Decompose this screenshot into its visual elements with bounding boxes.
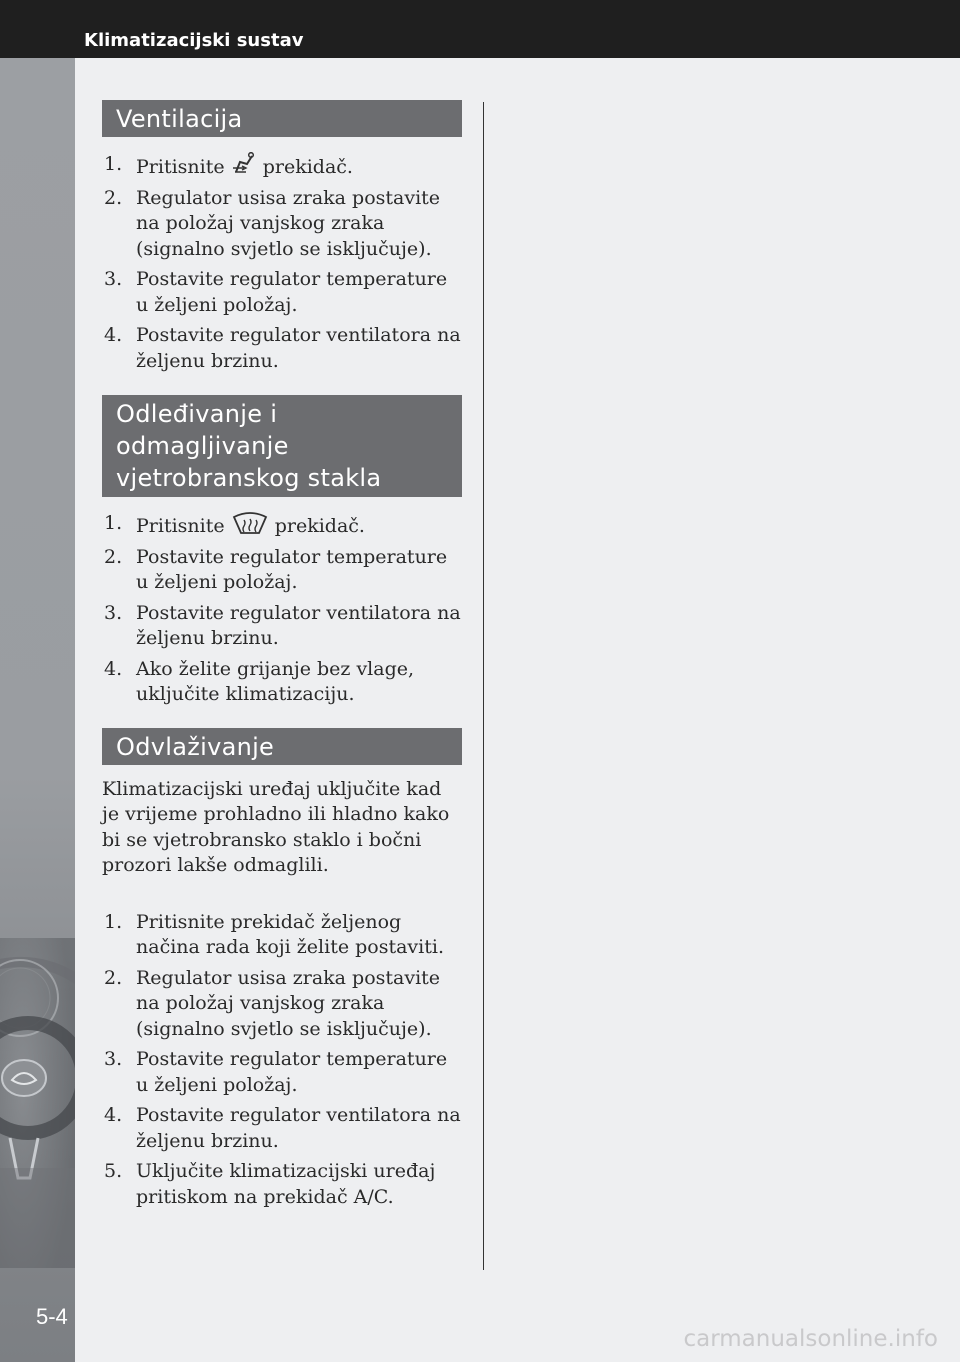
step-number: 2. <box>104 186 123 209</box>
header-bar <box>0 0 960 58</box>
chapter-title: Klimatizacijski sustav <box>84 30 304 51</box>
step-text: Postavite regulator ventilatora na željenu brzinu. <box>136 1104 461 1152</box>
step-number: 1. <box>104 153 123 175</box>
step-text: Postavite regulator ventilatora na željenu brzinu. <box>136 324 461 372</box>
step-text: prekidač. <box>262 156 353 178</box>
step-number: 3. <box>104 268 123 290</box>
step-text: Postavite regulator temperature u željeni položaj. <box>136 545 448 593</box>
list-item <box>102 1103 462 1154</box>
step-number: 3. <box>104 601 123 624</box>
list-item <box>102 152 462 181</box>
step-text: Uključite klimatizacijski uređaj pritiskom na prekidač A/C. <box>136 1160 436 1208</box>
heading-text-line2: vjetrobranskog stakla <box>116 464 382 492</box>
step-number: 4. <box>104 657 123 680</box>
dehumidify-steps <box>102 910 462 1211</box>
section-heading-dehumidify <box>102 728 462 765</box>
step-number: 4. <box>104 1104 123 1126</box>
list-item <box>102 601 462 652</box>
list-item <box>102 657 462 708</box>
step-text: prekidač. <box>274 515 365 537</box>
steering-wheel-image <box>0 938 75 1268</box>
step-number: 1. <box>104 910 123 933</box>
list-item <box>102 511 462 540</box>
windshield-defrost-icon <box>231 511 269 535</box>
section-heading-defrost <box>102 395 462 497</box>
ventilation-steps <box>102 152 462 374</box>
step-text: Postavite regulator temperature u željeni položaj. <box>136 268 448 316</box>
heading-text: Ventilacija <box>116 105 243 133</box>
face-vent-icon <box>231 152 257 176</box>
section-heading-ventilation <box>102 100 462 137</box>
step-number: 2. <box>104 545 123 568</box>
list-item <box>102 910 462 961</box>
step-number: 2. <box>104 966 123 989</box>
step-number: 4. <box>104 324 123 346</box>
watermark: carmanualsonline.info <box>683 1326 938 1352</box>
step-text: Pritisnite <box>136 515 225 537</box>
step-text: Postavite regulator ventilatora na željenu brzinu. <box>136 601 461 649</box>
intro-paragraph: Klimatizacijski uređaj uključite kad je vrijeme prohladno ili hladno kako bi se vjetrobransko staklo i bočni prozori lakše odmaglili. <box>102 777 450 876</box>
column-divider <box>483 102 484 1270</box>
step-number: 5. <box>104 1160 123 1182</box>
heading-text-line1: Odleđivanje i odmagljivanje <box>116 400 289 460</box>
sidebar <box>0 58 75 1362</box>
list-item <box>102 323 462 374</box>
step-text: Pritisnite prekidač željenog načina rada koji želite postaviti. <box>136 910 444 958</box>
step-text: Postavite regulator temperature u željeni položaj. <box>136 1048 448 1096</box>
step-text: Regulator usisa zraka postavite na položaj vanjskog zraka (signalno svjetlo se isključuje). <box>136 966 441 1040</box>
content-column <box>102 100 462 1215</box>
step-number: 1. <box>104 512 123 534</box>
step-text: Regulator usisa zraka postavite na položaj vanjskog zraka (signalno svjetlo se isključuje). <box>136 186 441 260</box>
list-item <box>102 1047 462 1098</box>
defrost-steps <box>102 511 462 708</box>
list-item <box>102 186 462 263</box>
step-text: Ako želite grijanje bez vlage, uključite klimatizaciju. <box>136 657 415 705</box>
list-item <box>102 267 462 318</box>
page-number: 5-4 <box>36 1304 68 1329</box>
heading-text: Odvlaživanje <box>116 732 275 761</box>
step-text: Pritisnite <box>136 156 225 178</box>
list-item <box>102 545 462 596</box>
list-item <box>102 966 462 1043</box>
list-item <box>102 1159 462 1210</box>
step-number: 3. <box>104 1048 123 1070</box>
